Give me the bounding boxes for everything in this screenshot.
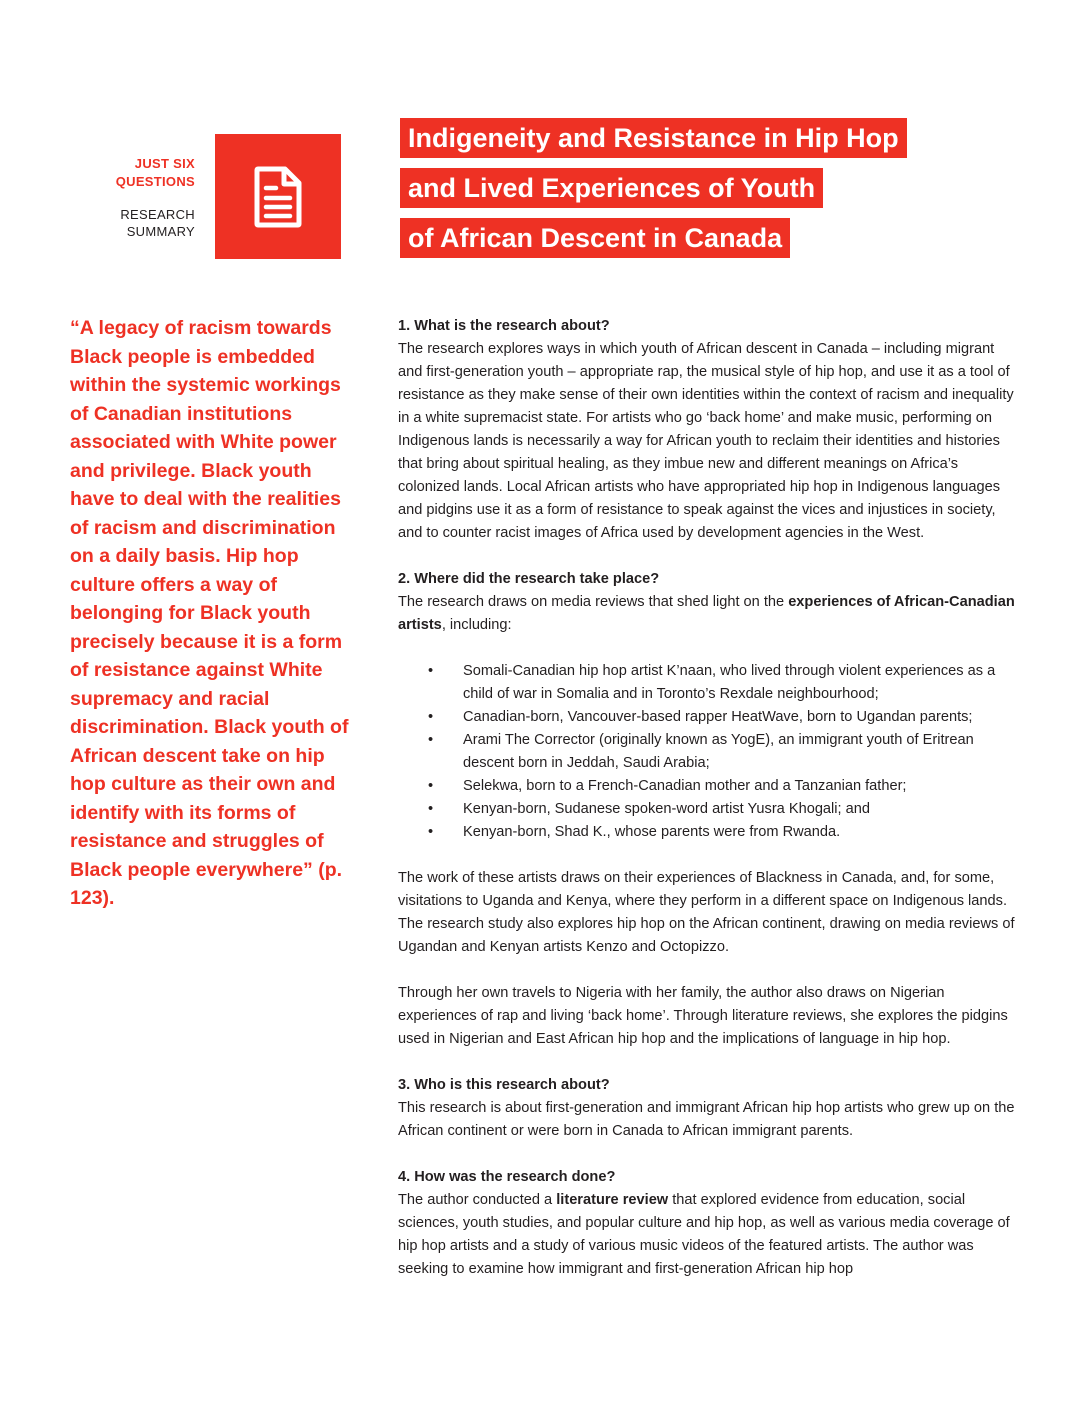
doc-type-label [60, 206, 195, 240]
main-content [398, 315, 1018, 1281]
question-2-intro-text: The research draws on media reviews that shed light on the [398, 594, 789, 610]
document-icon-box [215, 134, 341, 259]
question-1-heading: 1. What is the research about? [398, 318, 610, 334]
question-4-body-tail: that explored evidence from education, social sciences, youth studies, and popular culture and hip hop, as well as various media coverage of hip hop artists and a study of various music videos of the featured artists. The author was seeking to examine how immigrant and first-generation African hip hop [398, 1192, 1010, 1277]
list-item-text: Somali-Canadian hip hop artist K’naan, who lived through violent experiences as a child of war in Somalia and in Toronto’s Rexdale neighbourhood; [463, 663, 996, 702]
list-item: • Kenyan-born, Shad K., whose parents were from Rwanda. [428, 824, 841, 840]
list-item: • Somali-Canadian hip hop artist K’naan, who lived through violent experiences as a child of war in Somalia and in Toronto’s Rexdale neighbourhood; [428, 663, 996, 702]
list-item-text: Kenyan-born, Shad K., whose parents were from Rwanda. [463, 824, 841, 840]
series-label-line1: JUST SIX [134, 156, 195, 171]
series-label [60, 155, 195, 191]
question-2-intro [398, 591, 1018, 637]
question-1-body: The research explores ways in which youth of African descent in Canada – including migrant and first-generation youth – appropriate rap, the musical style of hip hop, and use it as a tool of resistance as they make sense of their own identities within the context of racism and inequality in a white supremacist state. For artists who go ‘back home’ and make music, performing on Indigenous lands is necessarily a way for African youth to reclaim their identities and histories that bring about spiritual healing, as they imbue new and different meanings on Africa’s colonized lands. Local African artists who have appropriated hip hop in Indigenous languages and pidgins use it as a form of resistance to speak against the vices and injustices in society, and to counter racist images of Africa used by development agencies in the West. [398, 341, 1014, 541]
question-2-intro-bold: experiences of African-Canadian artists [398, 594, 1015, 633]
doc-type-label-line2: SUMMARY [126, 224, 195, 239]
question-2-heading: 2. Where did the research take place? [398, 571, 660, 587]
doc-type-label-line1: RESEARCH [120, 207, 195, 222]
question-2-paragraph-3: Through her own travels to Nigeria with her family, the author also draws on Nigerian experiences of rap and living ‘back home’. Through literature reviews, she explores the pidgins used in Nigerian and East African hip hop and the implications of language in hip hop. [398, 985, 1008, 1047]
question-4-body [398, 1189, 1018, 1281]
question-4-body-bold: literature review [556, 1192, 669, 1208]
list-item-text: Selekwa, born to a French-Canadian mother and a Tanzanian father; [463, 778, 907, 794]
question-4-body-text: The author conducted a [398, 1192, 557, 1208]
document-icon [254, 166, 302, 228]
list-item-text: Arami The Corrector (originally known as YogE), an immigrant youth of Eritrean descent born in Jeddah, Saudi Arabia; [463, 732, 974, 771]
list-item: • Canadian-born, Vancouver-based rapper HeatWave, born to Ugandan parents; [428, 709, 973, 725]
title-line-3: of African Descent in Canada [400, 218, 790, 258]
question-3-body: This research is about first-generation and immigrant African hip hop artists who grew up on the African continent or were born in Canada to African immigrant parents. [398, 1100, 1015, 1139]
series-label-line2: QUESTIONS [115, 174, 195, 189]
list-item: • Selekwa, born to a French-Canadian mother and a Tanzanian father; [428, 778, 907, 794]
question-2-paragraph-2: The work of these artists draws on their experiences of Blackness in Canada, and, for some, visitations to Uganda and Kenya, where they perform in a different space on Indigenous lands. The research study also explores hip hop on the African continent, drawing on media reviews of Ugandan and Kenyan artists Kenzo and Octopizzo. [398, 870, 1015, 955]
pull-quote: “A legacy of racism towards Black people is embedded within the systemic workings of Canadian institutions associated with White power and privilege. Black youth have to deal with the realities of racism and discrimination on a daily basis. Hip hop culture offers a way of belonging for Black youth precisely because it is a form of resistance against White supremacy and racial discrimination. Black youth of African descent take on hip hop culture as their own and identify with its forms of resistance and struggles of Black people everywhere” (p. 123). [70, 317, 349, 909]
list-item-text: Canadian-born, Vancouver-based rapper HeatWave, born to Ugandan parents; [463, 709, 973, 725]
title-line-1: Indigeneity and Resistance in Hip Hop [400, 118, 907, 158]
list-item-text: Kenyan-born, Sudanese spoken-word artist Yusra Khogali; and [463, 801, 870, 817]
question-2-intro-tail: , including: [441, 617, 512, 633]
question-3-heading: 3. Who is this research about? [398, 1077, 610, 1093]
artist-list [398, 660, 1018, 844]
title-line-2: and Lived Experiences of Youth [400, 168, 823, 208]
list-item: • Kenyan-born, Sudanese spoken-word artist Yusra Khogali; and [428, 801, 870, 817]
question-4-heading: 4. How was the research done? [398, 1169, 616, 1185]
page-title [400, 118, 960, 268]
list-item: • Arami The Corrector (originally known as YogE), an immigrant youth of Eritrean descent born in Jeddah, Saudi Arabia; [428, 732, 974, 771]
